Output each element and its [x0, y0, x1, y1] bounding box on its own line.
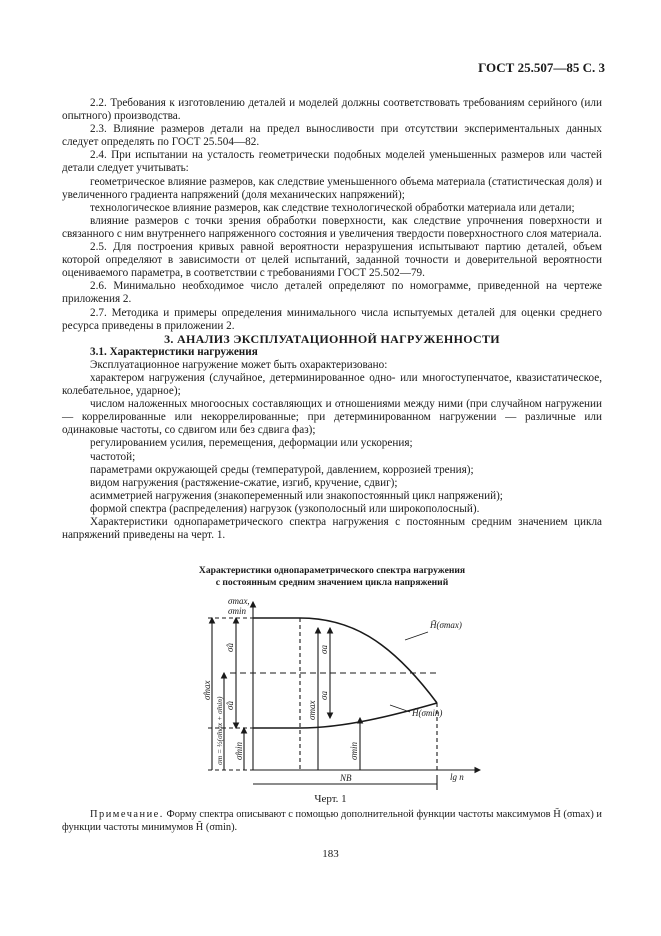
figure-caption-line: Характеристики однопараметрического спектра нагружения [198, 565, 466, 576]
note-text: Форму спектра описывают с помощью дополнительной функции частоты максимумов H̃ (σmax) и функции частоты минимумов H̃ (σmin). [62, 809, 602, 833]
paragraph: параметрами окружающей среды (температурой, давлением, коррозией трения); [90, 463, 474, 476]
subsection-title: 3.1. Характеристики нагружения [90, 345, 258, 358]
label-sigma-a-inner2: σa [319, 691, 329, 700]
paragraph: видом нагружения (растяжение-сжатие, изгиб, кручение, сдвиг); [90, 476, 398, 489]
label-h-max: H̃(σmax) [430, 620, 462, 630]
label-sigma-min-top: σmin [228, 606, 246, 616]
label-lg-n: lg n [450, 772, 464, 782]
label-sigma-max-top: σmax, [228, 596, 250, 606]
label-sigma-a-inner1: σa [319, 645, 329, 654]
label-h-min: H̃(σmin) [412, 708, 443, 718]
label-sigma-m: σm = ½(σ̂max + σ̂min) [215, 696, 224, 765]
paragraph: 2.5. Для построения кривых равной вероятности неразрушения испытывают партию деталей, объем которой определяют в зависимости от целей испытаний, заданной точности и доверительной вероятности оцениваемого параметра, в соответствии с требованиями ГОСТ 25.502—79. [62, 241, 602, 280]
paragraph: регулированием усилия, перемещения, деформации или ускорения; [90, 437, 413, 450]
label-sigma-a-hat-down: σ̂a [225, 701, 235, 710]
paragraph: характером нагружения (случайное, детерминированное одно- или многоступенчатое, квазистатическое, колебательное, ударное); [62, 371, 602, 398]
paragraph: 2.7. Методика и примеры определения минимального числа испытуемых деталей для оценки среднего ресурса приведены в приложении 2. [62, 306, 602, 332]
paragraph: Эксплуатационное нагружение может быть охарактеризовано: [90, 358, 388, 371]
paragraph: 2.2. Требования к изготовлению деталей и моделей должны соответствовать требованиям серийного (или опытного) производства. [62, 97, 602, 123]
figure-number: Черт. 1 [314, 793, 347, 805]
paragraph: технологическое влияние размеров, как следствие технологической обработки материала или детали; [90, 201, 575, 214]
page-header: ГОСТ 25.507—85 С. 3 [478, 60, 605, 75]
label-nb: NB [340, 773, 352, 783]
paragraph: числом наложенных многоосных составляющих и отношениями между ними (при случайном нагружении — коррелированные или некоррелированные; при детерминированном нагружении — различные или одинаковые частоты, со сдвигом или без сдвига фаз); [62, 398, 602, 437]
paragraph: 2.6. Минимально необходимое число деталей определяют по номограмме, приведенной на чертеже приложения 2. [62, 280, 602, 306]
paragraph: Характеристики однопараметрического спектра нагружения с постоянным средним значением цикла напряжений приведены на черт. 1. [62, 516, 602, 542]
paragraph: частотой; [90, 450, 136, 463]
figure-caption-line: с постоянным средним значением цикла напряжений [215, 576, 449, 588]
label-sigma-a-hat-up: σ̂a [225, 643, 235, 652]
label-sigma-max-hat: σ̂max [202, 680, 212, 700]
label-sigma-min-hat: σ̂min [234, 742, 244, 760]
paragraph: 2.4. При испытании на усталость геометрически подобных моделей уменьшенных размеров или частей детали следует учитывать: [62, 149, 602, 175]
paragraph: формой спектра (распределения) нагрузок (узкополосный или широкополосный). [90, 502, 480, 515]
note-label: Примечание. [90, 809, 164, 820]
label-sigma-min-inner: σmin [349, 742, 359, 760]
note [62, 808, 602, 834]
label-sigma-max-inner: σmax [307, 700, 317, 720]
paragraph: геометрическое влияние размеров, как следствие уменьшенного объема материала (статистическая доля) и увеличенного градиента напряжений (доля механических напряжений); [62, 175, 602, 201]
paragraph: 2.3. Влияние размеров детали на предел выносливости при отсутствии экспериментальных данных следует определять по ГОСТ 25.504—82. [62, 123, 602, 149]
section-title: 3. АНАЛИЗ ЭКСПЛУАТАЦИОННОЙ НАГРУЖЕННОСТИ [164, 331, 500, 346]
paragraph: асимметрией нагружения (знакопеременный или знакопостоянный цикл напряжений); [90, 489, 503, 502]
paragraph: влияние размеров с точки зрения обработки поверхности, как следствие упрочнения поверхности и связанного с ним внутреннего напряженного состояния и увеличения твердости поверхностного слоя материала. [62, 214, 602, 240]
page-number: 183 [322, 848, 339, 860]
max-curve [300, 618, 437, 703]
